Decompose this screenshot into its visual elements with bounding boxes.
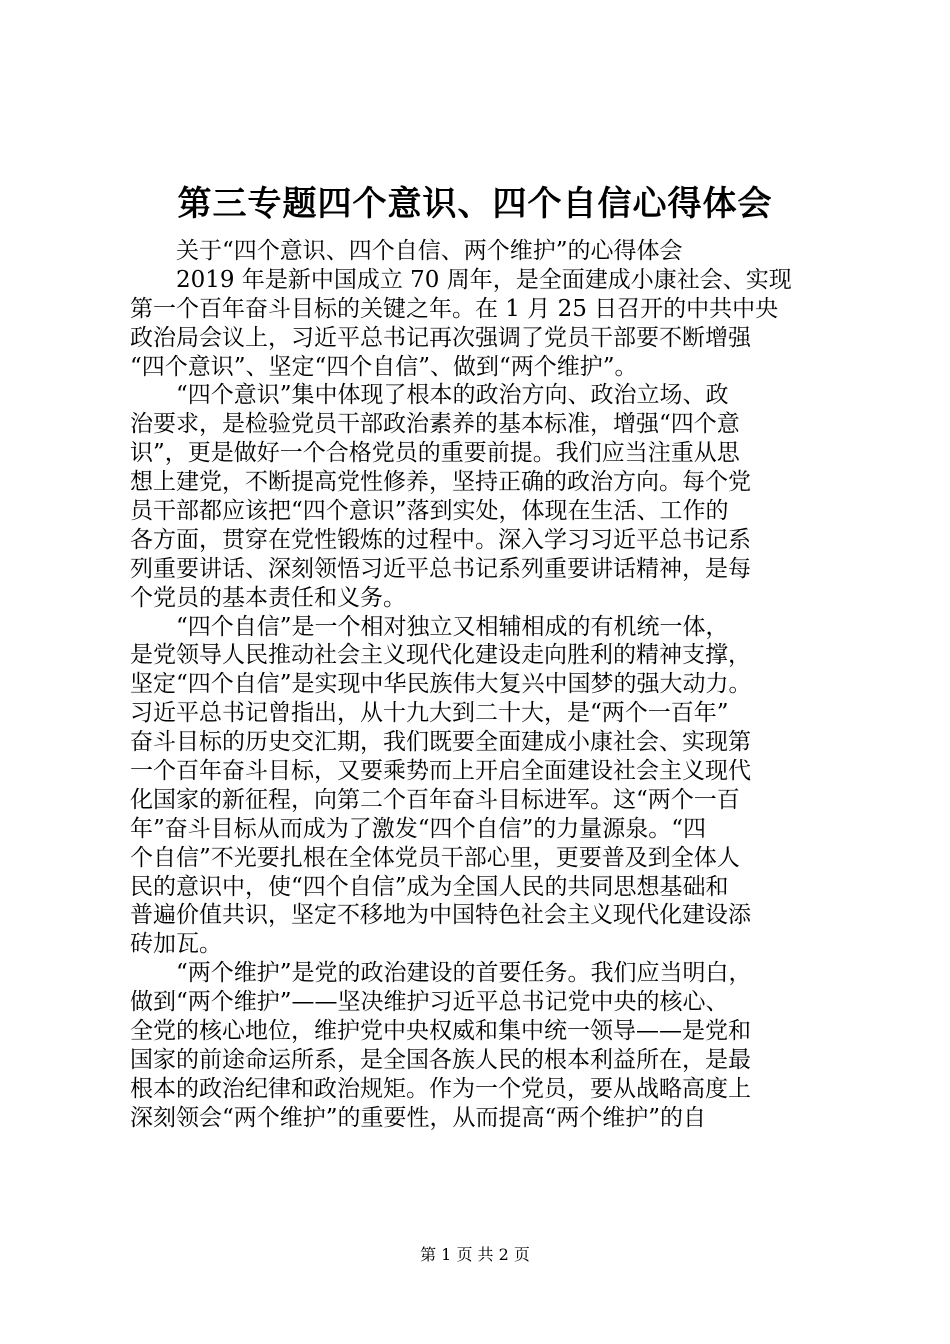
text-line: 2019 年是新中国成立 70 周年，是全面建成小康社会、实现: [176, 266, 792, 293]
text-line: 治要求，是检验党员干部政治素养的基本标准，增强“四个意: [130, 411, 740, 438]
text-line: 各方面，贯穿在党性锻炼的过程中。深入学习习近平总书记系: [130, 526, 751, 553]
text-line: “四个自信”是一个相对独立又相辅相成的有机统一体，: [176, 613, 729, 640]
text-line: 是党领导人民推动社会主义现代化建设走向胜利的精神支撑，: [130, 642, 751, 669]
text-line: 民的意识中，使“四个自信”成为全国人民的共同思想基础和: [130, 873, 729, 900]
text-line: 砖加瓦。: [130, 931, 222, 958]
page-footer: 第 1 页 共 2 页: [420, 1245, 530, 1264]
text-line: “四个意识”、坚定“四个自信”、做到“两个维护”。: [130, 353, 638, 380]
text-line: 化国家的新征程，向第二个百年奋斗目标进军。这“两个一百: [130, 786, 740, 813]
text-line: 根本的政治纪律和政治规矩。作为一个党员，要从战略高度上: [130, 1075, 751, 1102]
text-line: 个党员的基本责任和义务。: [130, 584, 406, 611]
text-line: 做到“两个维护”——坚决维护习近平总书记党中央的核心、: [130, 989, 729, 1016]
text-line: 一个百年奋斗目标，又要乘势而上开启全面建设社会主义现代: [130, 758, 751, 785]
document-body: [130, 237, 830, 1133]
text-line: 员干部都应该把“四个意识”落到实处，体现在生活、工作的: [130, 498, 729, 525]
text-line: 国家的前途命运所系，是全国各族人民的根本利益所在，是最: [130, 1046, 751, 1073]
text-line: 全党的核心地位，维护党中央权威和集中统一领导——是党和: [130, 1018, 751, 1045]
document-title: 第三专题四个意识、四个自信心得体会: [177, 184, 773, 224]
text-line: 政治局会议上，习近平总书记再次强调了党员干部要不断增强: [130, 324, 751, 351]
text-line: 深刻领会“两个维护”的重要性，从而提高“两个维护”的自: [130, 1104, 707, 1131]
text-line: 关于“四个意识、四个自信、两个维护”的心得体会: [176, 238, 683, 264]
text-line: 坚定“四个自信”是实现中华民族伟大复兴中国梦的强大动力。: [130, 671, 752, 698]
text-line: 识”，更是做好一个合格党员的重要前提。我们应当注重从思: [130, 440, 740, 467]
text-line: 习近平总书记曾指出，从十九大到二十大，是“两个一百年”: [130, 700, 729, 727]
text-line: “四个意识”集中体现了根本的政治方向、政治立场、政: [176, 382, 729, 409]
text-line: 列重要讲话、深刻领悟习近平总书记系列重要讲话精神，是每: [130, 555, 751, 582]
text-line: 想上建党，不断提高党性修养，坚持正确的政治方向。每个党: [130, 469, 751, 496]
text-line: 奋斗目标的历史交汇期，我们既要全面建成小康社会、实现第: [130, 729, 751, 756]
text-line: 个自信”不光要扎根在全体党员干部心里，更要普及到全体人: [130, 844, 740, 871]
text-line: 年”奋斗目标从而成为了激发“四个自信”的力量源泉。“四: [130, 815, 707, 842]
text-line: 第一个百年奋斗目标的关键之年。在 1 月 25 日召开的中共中央: [130, 295, 779, 322]
text-line: 普遍价值共识，坚定不移地为中国特色社会主义现代化建设添: [130, 902, 751, 929]
text-line: “两个维护”是党的政治建设的首要任务。我们应当明白，: [176, 960, 752, 987]
